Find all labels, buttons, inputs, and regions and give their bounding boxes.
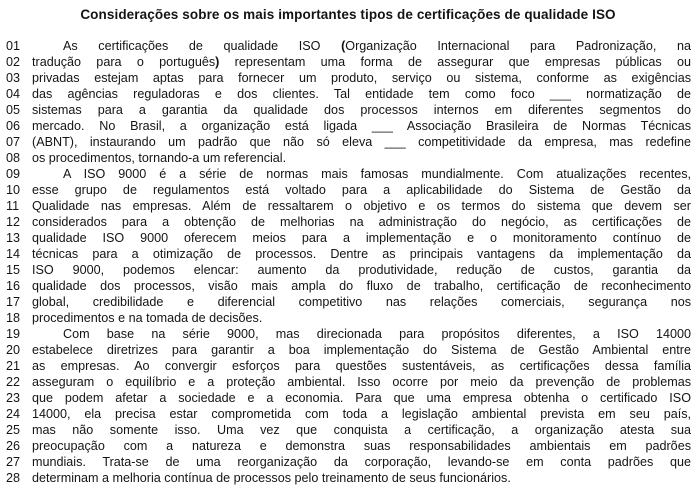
line-text: Com base na série 9000, mas direcionada para propósitos diferentes, a ISO 14000 — [32, 326, 691, 342]
line-number: 07 — [6, 135, 21, 149]
text-line — [0, 470, 696, 486]
line-number: 08 — [6, 151, 21, 165]
text-line — [0, 38, 696, 54]
line-number: 03 — [6, 71, 21, 85]
line-number: 11 — [6, 199, 20, 213]
line-text: As certificações de qualidade ISO (Organização Internacional para Padronização, na — [32, 38, 691, 54]
text-line — [0, 198, 696, 214]
line-number: 21 — [6, 359, 21, 373]
text-line — [0, 358, 696, 374]
text-line — [0, 406, 696, 422]
line-number: 12 — [6, 215, 21, 229]
line-text: qualidade ISO 9000 oferecem meios para a implementação e o monitoramento contínuo de — [32, 231, 691, 245]
paragraph-indent — [32, 177, 63, 178]
text-line — [0, 438, 696, 454]
line-text: tradução para o português) representam uma forma de assegurar que empresas públicas ou — [32, 55, 691, 69]
text-line — [0, 182, 696, 198]
line-text: global, credibilidade e diferencial competitivo nas relações comerciais, segurança nos — [32, 295, 691, 309]
line-number: 15 — [6, 263, 21, 277]
line-text: sistemas para a garantia da qualidade dos processos internos em diferentes segmentos do — [32, 103, 691, 117]
line-text: as empresas. Ao convergir esforços para questões sustentáveis, as certificações dessa família — [32, 359, 691, 373]
text-line — [0, 102, 696, 118]
line-number: 04 — [6, 87, 21, 101]
text-line — [0, 326, 696, 342]
line-number: 09 — [6, 167, 21, 181]
text-line — [0, 294, 696, 310]
line-text: estabelece diretrizes para garantir a boa implementação do Sistema de Gestão Ambiental entre — [32, 343, 691, 357]
line-number: 18 — [6, 311, 21, 325]
line-text: 14000, ela precisa estar comprometida com toda a legislação ambiental prevista em seu país, — [32, 407, 691, 421]
line-number: 26 — [6, 439, 21, 453]
line-number: 28 — [6, 471, 21, 485]
line-number: 10 — [6, 183, 21, 197]
line-text: Qualidade nas empresas. Além de ressaltarem o objetivo e os termos do sistema que devem ser — [32, 199, 691, 213]
text-line — [0, 390, 696, 406]
line-text: A ISO 9000 é a série de normas mais famosas mundialmente. Com atualizações recentes, — [32, 166, 691, 182]
line-number: 23 — [6, 391, 21, 405]
line-text: esse grupo de regulamentos está voltado para a aplicabilidade do Sistema de Gestão da — [32, 183, 691, 197]
paragraph-indent — [32, 337, 63, 338]
line-number: 22 — [6, 375, 21, 389]
line-text: preocupação com a natureza e demonstra suas responsabilidades ambientais em padrões — [32, 439, 691, 453]
text-line — [0, 70, 696, 86]
line-text: qualidade dos processos, visão mais ampla do fluxo de trabalho, certificação de reconhecimento — [32, 279, 691, 293]
line-text: que podem afetar a sociedade e a economia. Para que uma empresa obtenha o certificado ISO — [32, 391, 691, 405]
text-line — [0, 134, 696, 150]
line-number: 05 — [6, 103, 21, 117]
line-number: 25 — [6, 423, 21, 437]
text-line — [0, 422, 696, 438]
line-text: procedimentos e na tomada de decisões. — [32, 311, 263, 325]
text-line — [0, 246, 696, 262]
line-number: 14 — [6, 247, 21, 261]
text-line — [0, 342, 696, 358]
line-text: das agências reguladoras e dos clientes. Tal entidade tem como foco ___ normatização de — [32, 87, 691, 101]
line-text: (ABNT), instaurando um padrão que não só eleva ___ competitividade da empresa, mas redefine — [32, 135, 691, 149]
text-line — [0, 310, 696, 326]
line-text: mundiais. Trata-se de uma reorganização da corporação, levando-se em conta padrões que — [32, 455, 691, 469]
line-text: os procedimentos, tornando-a um referencial. — [32, 151, 287, 165]
line-number: 24 — [6, 407, 21, 421]
paragraph-indent — [32, 49, 63, 50]
text-line — [0, 454, 696, 470]
text-line — [0, 262, 696, 278]
line-text: ISO 9000, podemos elencar: aumento da produtividade, redução de custos, garantia da — [32, 263, 691, 277]
line-number: 01 — [6, 39, 21, 53]
line-number: 27 — [6, 455, 21, 469]
line-text: asseguram o equilíbrio e a proteção ambiental. Isso ocorre por meio da prevenção de problemas — [32, 375, 691, 389]
line-number: 17 — [6, 295, 21, 309]
line-text: considerados para a obtenção de melhorias na administração do negócio, as certificações de — [32, 215, 691, 229]
text-line — [0, 86, 696, 102]
line-number: 16 — [6, 279, 21, 293]
text-line — [0, 374, 696, 390]
line-text: técnicas para a otimização de processos. Dentre as principais vantagens da implementação da — [32, 247, 691, 261]
line-number: 20 — [6, 343, 21, 357]
text-line — [0, 166, 696, 182]
text-line — [0, 230, 696, 246]
page-title: Considerações sobre os mais importantes tipos de certificações de qualidade ISO — [80, 7, 616, 22]
text-line — [0, 54, 696, 70]
line-text: determinam a melhoria contínua de processos pelo treinamento de seus funcionários. — [32, 471, 511, 485]
text-line — [0, 214, 696, 230]
line-text: privadas estejam aptas para fornecer um produto, serviço ou sistema, conforme as exigências — [32, 71, 691, 85]
line-number: 06 — [6, 119, 21, 133]
line-text: mercado. No Brasil, a organização está ligada ___ Associação Brasileira de Normas Técnicas — [32, 119, 691, 133]
line-number: 13 — [6, 231, 21, 245]
line-number: 19 — [6, 327, 21, 341]
text-line — [0, 150, 696, 166]
line-number: 02 — [6, 55, 21, 69]
line-text: mas não somente isso. Uma vez que conquista a certificação, a organização atesta sua — [32, 423, 691, 437]
document-body — [0, 38, 696, 486]
text-line — [0, 278, 696, 294]
text-line — [0, 118, 696, 134]
